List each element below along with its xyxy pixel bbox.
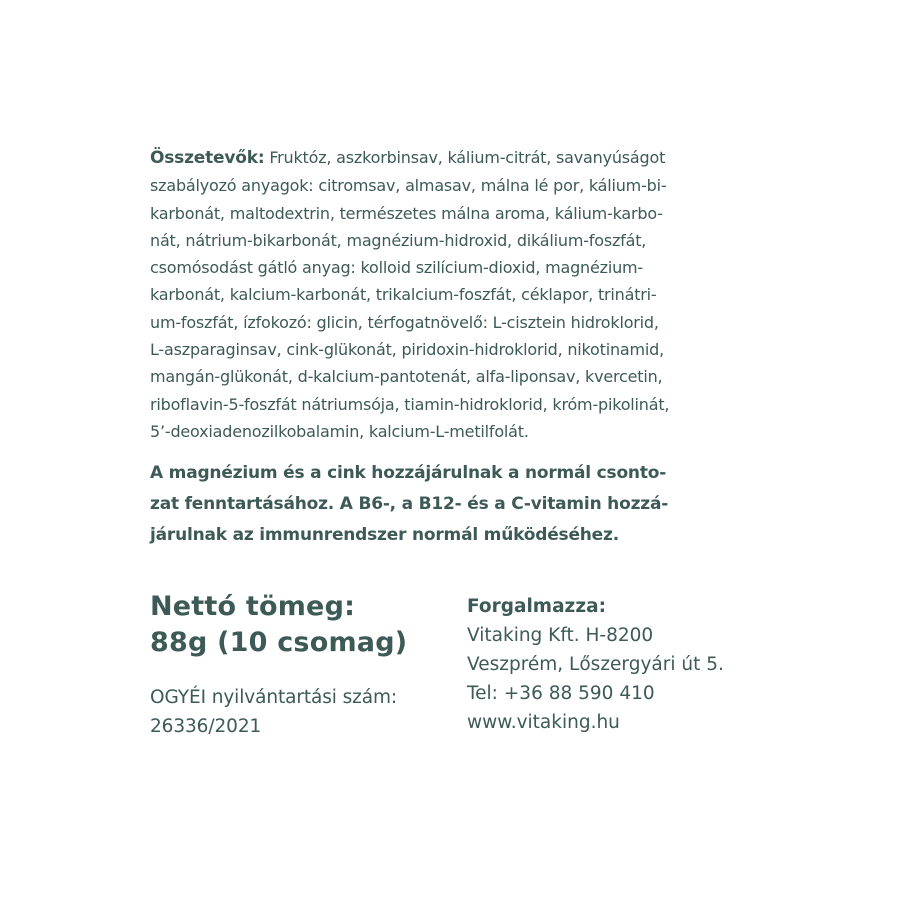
ingredients-line: csomósodást gátló anyag: kolloid szilícium-dioxid, magnézium- [150, 258, 643, 278]
distributor-heading: Forgalmazza: [467, 596, 606, 617]
ingredients-line: mangán-glükonát, d-kalcium-pantotenát, alfa-liponsav, kvercetin, [150, 367, 663, 387]
distributor-website: www.vitaking.hu [467, 712, 620, 733]
ingredients-line: karbonát, maltodextrin, természetes málna aroma, kálium-karbo- [150, 203, 663, 223]
distributor-phone: Tel: +36 88 590 410 [467, 683, 655, 704]
ingredients-text: Fruktóz, aszkorbinsav, kálium-citrát, savanyúságot [264, 148, 666, 167]
distributor-company: Vitaking Kft. H-8200 [467, 625, 654, 646]
net-weight-label: Nettó tömeg: [150, 591, 356, 622]
health-claim-line: zat fenntartásához. A B6-, a B12- és a C-vitamin hozzá- [150, 494, 669, 514]
net-weight [150, 589, 407, 661]
ingredients-line: karbonát, kalcium-karbonát, trikalcium-foszfát, céklapor, trinátri- [150, 285, 657, 305]
ingredients-line: um-foszfát, ízfokozó: glicin, térfogatnövelő: L-cisztein hidroklorid, [150, 312, 659, 332]
distributor-info [467, 592, 724, 737]
registration-value: 26336/2021 [150, 716, 262, 737]
health-claim [150, 458, 810, 551]
ingredients-line: szabályozó anyagok: citromsav, almasav, málna lé por, kálium-bi- [150, 176, 667, 196]
ingredients-line: 5’-deoxiadenozilkobalamin, kalcium-L-metilfolát. [150, 421, 529, 441]
ingredients-line: nát, nátrium-bikarbonát, magnézium-hidroxid, dikálium-foszfát, [150, 230, 647, 250]
ingredients-line: riboflavin-5-foszfát nátriumsója, tiamin-hidroklorid, króm-pikolinát, [150, 394, 670, 414]
distributor-address: Veszprém, Lőszergyári út 5. [467, 654, 724, 675]
net-weight-value: 88g (10 csomag) [150, 627, 408, 658]
health-claim-line: járulnak az immunrendszer normál működéséhez. [150, 525, 619, 545]
registration-number [150, 683, 397, 741]
health-claim-line: A magnézium és a cink hozzájárulnak a normál csonto- [150, 463, 667, 483]
ingredients-line [150, 144, 800, 172]
registration-label: OGYÉI nyilvántartási szám: [150, 687, 398, 708]
ingredients-line: L-aszparaginsav, cink-glükonát, piridoxin-hidroklorid, nikotinamid, [150, 340, 664, 360]
ingredients-label: Összetevők: [150, 148, 265, 168]
ingredients-block [150, 144, 800, 445]
